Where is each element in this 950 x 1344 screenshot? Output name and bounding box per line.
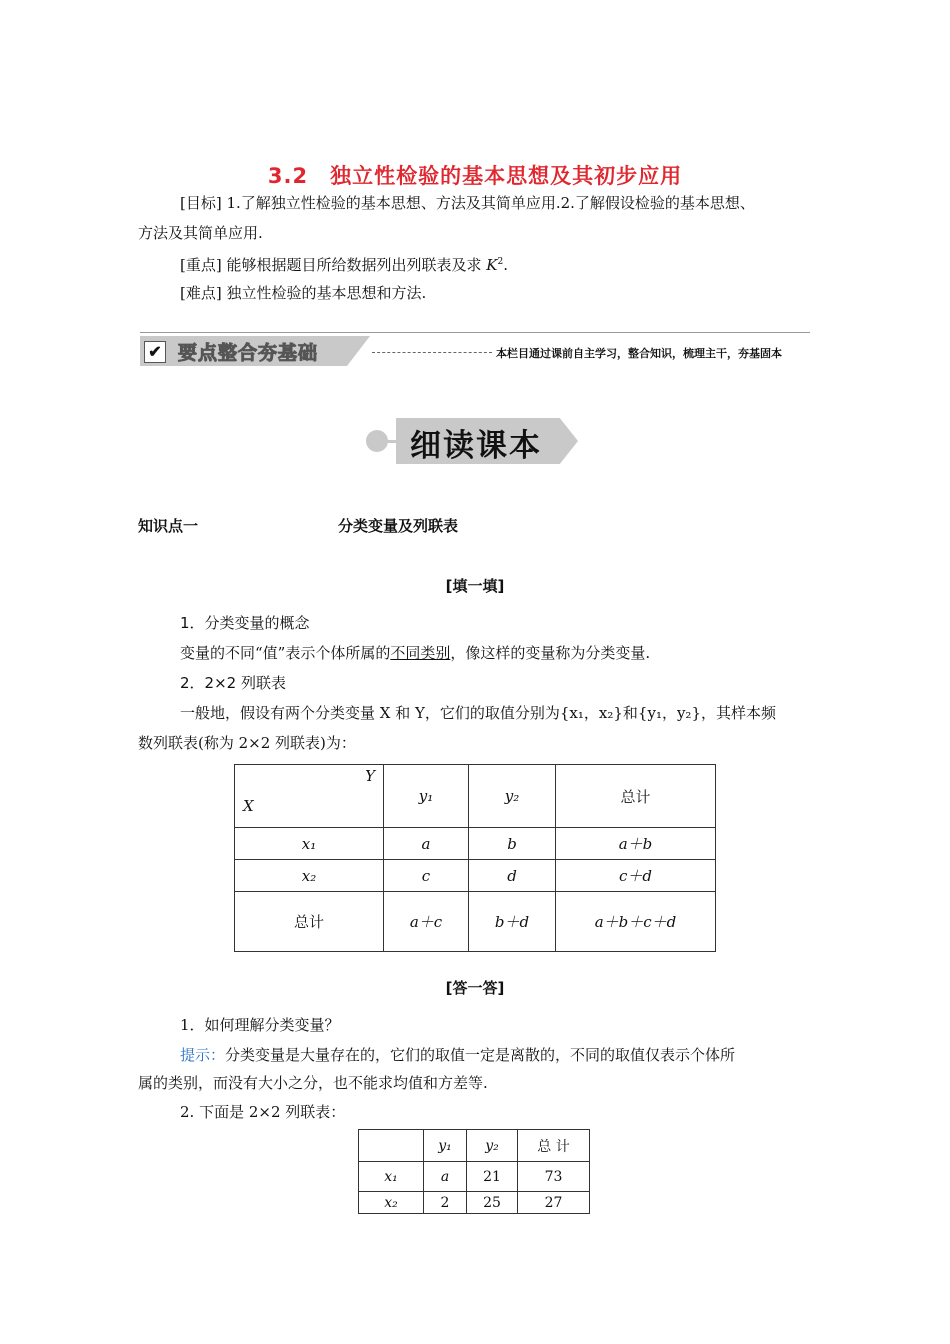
goal-text: 1.了解独立性检验的基本思想、方法及其简单应用.2.了解假设检验的基本思想、 (226, 194, 755, 212)
question-1: 1．如何理解分类变量？ (180, 1016, 340, 1034)
hint-label: 提示： (180, 1046, 226, 1064)
table-row (359, 1130, 590, 1162)
table-header (359, 1130, 424, 1162)
table-row (235, 860, 716, 892)
table-cell: 总计 (235, 892, 384, 952)
key-text: 能够根据题目所给数据列出列联表及求 (226, 256, 482, 274)
hint-line-1 (180, 1040, 820, 1070)
section-title: 细读课本 (410, 428, 542, 464)
knowledge-topic: 分类变量及列联表 (338, 517, 459, 535)
question-2: 2. 下面是 2×2 列联表： (180, 1103, 346, 1121)
table-header: y₂ (467, 1130, 518, 1162)
objective-difficulty (180, 278, 860, 308)
table-cell: 25 (467, 1192, 518, 1214)
example-table (358, 1129, 590, 1214)
fill-heading-1: 1．分类变量的概念 (180, 614, 310, 632)
corner-y: Y (365, 767, 375, 785)
objective-key: [重点] 能够根据题目所给数据列出列联表及求 $K^2$. (180, 256, 509, 274)
banner-dash (372, 352, 492, 353)
hint-line-2: 属的类别，而没有大小之分，也不能求均值和方差等. (138, 1074, 488, 1092)
banner-rule (140, 332, 810, 333)
p1-b: ，像这样的变量称为分类变量. (450, 644, 651, 662)
p1-underline: 不同类别 (390, 644, 451, 662)
banner-label: 要点整合夯基础 (178, 342, 319, 364)
table-cell: c (384, 860, 469, 892)
table-row (235, 828, 716, 860)
table-cell: x₁ (235, 828, 384, 860)
table-cell: c＋d (556, 860, 716, 892)
answer-tag: [答一答] (445, 979, 505, 997)
fill-paragraph-2-line1: 一般地，假设有两个分类变量 X 和 Y，它们的取值分别为{x₁，x₂}和{y₁，y₂}，其样本频 (180, 704, 776, 722)
table-cell: x₂ (359, 1192, 424, 1214)
fill-paragraph-2-line2: 数列联表(称为 2×2 列联表)为： (138, 734, 356, 752)
table-cell: 2 (424, 1192, 467, 1214)
table-header: 总计 (556, 765, 716, 828)
corner-x: X (243, 797, 254, 815)
knowledge-label: 知识点一 (138, 517, 199, 535)
objective-goal (180, 188, 820, 218)
table-row (235, 892, 716, 952)
table-cell: a (384, 828, 469, 860)
check-icon: ✔ (144, 341, 166, 363)
table-cell: x₂ (235, 860, 384, 892)
table-row (359, 1192, 590, 1214)
table-cell: a (424, 1162, 467, 1192)
fill-paragraph-1 (180, 638, 860, 668)
fill-heading-2: 2．2×2 列联表 (180, 674, 286, 692)
key-tag: [重点] (180, 256, 222, 274)
table-cell: 27 (518, 1192, 590, 1214)
table-cell: a＋b＋c＋d (556, 892, 716, 952)
goal-tag: [目标] (180, 194, 222, 212)
table-header: y₁ (384, 765, 469, 828)
table-cell: a＋b (556, 828, 716, 860)
table-cell: x₁ (359, 1162, 424, 1192)
table-cell: d (469, 860, 556, 892)
table-header: y₂ (469, 765, 556, 828)
hint-text: 分类变量是大量存在的，它们的取值一定是离散的，不同的取值仅表示个体所 (225, 1046, 736, 1064)
table-cell: a＋c (384, 892, 469, 952)
fill-tag: [填一填] (445, 577, 505, 595)
difficulty-tag: [难点] (180, 284, 222, 302)
table-row (359, 1162, 590, 1192)
table-cell: 73 (518, 1162, 590, 1192)
table-cell: b (469, 828, 556, 860)
key-var: K (486, 256, 498, 274)
page-title: 3.2 独立性检验的基本思想及其初步应用 (267, 164, 683, 188)
table-header: y₁ (424, 1130, 467, 1162)
banner-note: 本栏目通过课前自主学习，整合知识，梳理主干，夯基固本 (496, 347, 782, 360)
key-sup: 2 (497, 257, 504, 267)
table-corner-cell (235, 765, 384, 828)
table-header: 总 计 (518, 1130, 590, 1162)
contingency-table (234, 764, 716, 952)
bullet-dot-icon (366, 430, 388, 452)
table-cell: b＋d (469, 892, 556, 952)
table-cell: 21 (467, 1162, 518, 1192)
objective-goal-cont: 方法及其简单应用. (138, 224, 263, 242)
difficulty-text: 独立性检验的基本思想和方法. (226, 284, 427, 302)
p1-a: 变量的不同“值”表示个体所属的 (180, 644, 391, 662)
